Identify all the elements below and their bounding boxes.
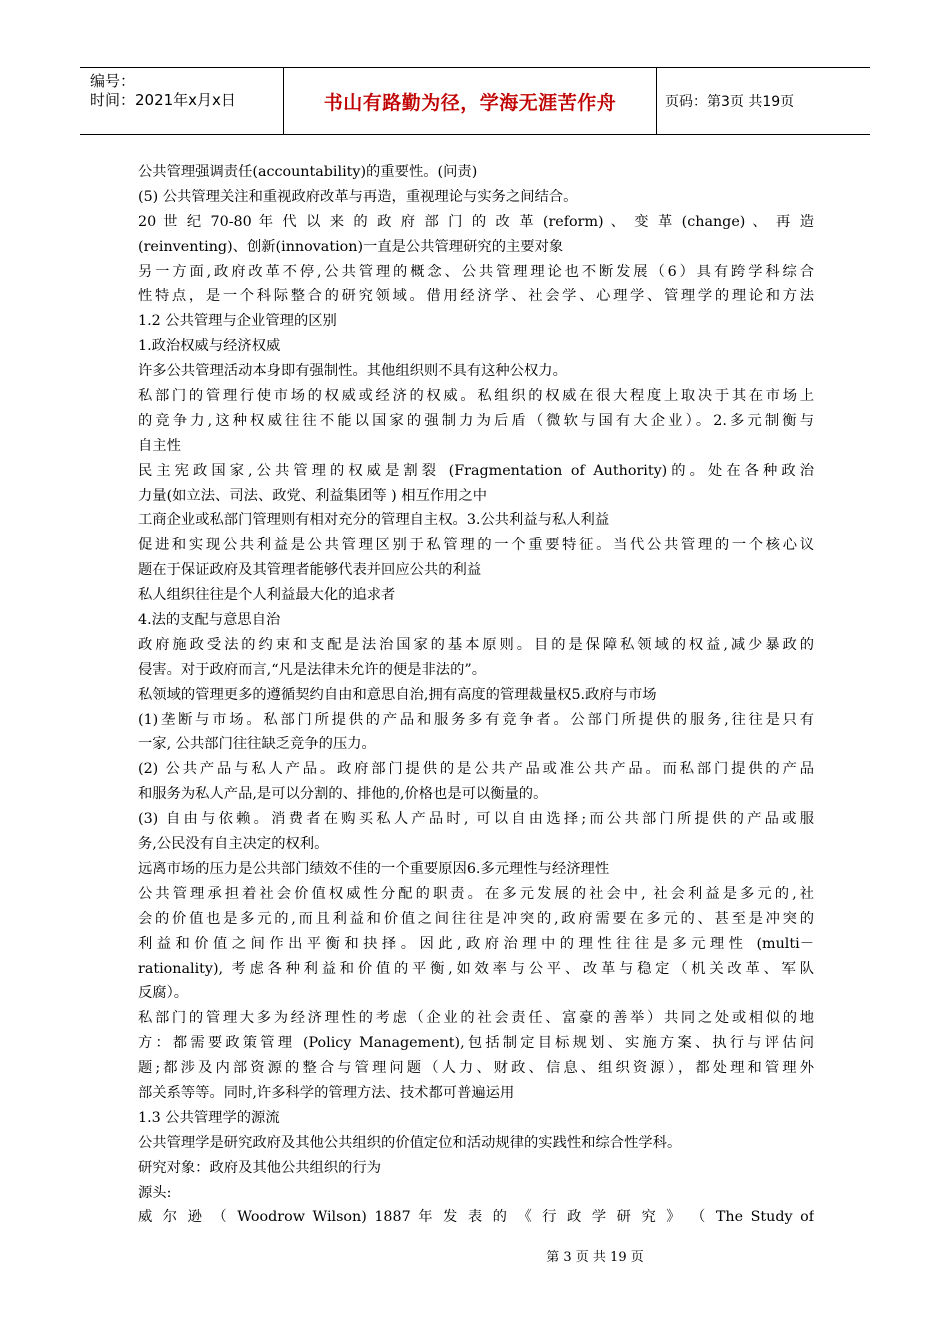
body-line: 远离市场的压力是公共部门绩效不佳的一个重要原因6.多元理性与经济理性 [138,860,610,877]
body-line: 私领域的管理更多的遵循契约自由和意思自治,拥有高度的管理裁量权5.政府与市场 [138,686,657,703]
body-line: 部关系等等。同时,许多科学的管理方法、技术都可普遍运用 [138,1084,515,1101]
body-line: 一家, 公共部门往往缺乏竞争的压力。 [138,736,376,753]
body-line: 侵害。对于政府而言,“凡是法律未允许的便是非法的”。 [138,661,486,678]
body-line: 研究对象：政府及其他公共组织的行为 [138,1159,382,1176]
body-line: 1.政治权威与经济权威 [138,338,281,355]
body-line: 题在于保证政府及其管理者能够代表并回应公共的利益 [138,562,482,579]
body-line: 私部门的管理大多为经济理性的考虑（企业的社会责任、富豪的善举）共同之处或相似的地 [138,1010,814,1027]
body-line: 公共管理承担着社会价值权威性分配的职责。在多元发展的社会中, 社会利益是多元的,社 [138,885,814,902]
body-line: 力量(如立法、司法、政党、利益集团等 ) 相互作用之中 [138,487,488,504]
document-body [138,160,814,1230]
body-line: 民主宪政国家,公共管理的权威是割裂 (Fragmentation of Authority)的。处在各种政治 [138,462,814,479]
body-line: (reinventing)、创新(innovation)一直是公共管理研究的主要对象 [138,238,564,255]
body-line: (5) 公共管理关注和重视政府改革与再造，重视理论与实务之间结合。 [138,188,578,205]
body-line: 1.2 公共管理与企业管理的区别 [138,313,337,330]
body-line: 源头: [138,1184,172,1201]
header-page-info: 页码：第3页 共19页 [665,94,795,110]
body-line: 的竞争力,这种权威往往不能以国家的强制力为后盾（微软与国有大企业）。2.多元制衡与 [138,412,814,429]
body-line: 性特点，是一个科际整合的研究领域。借用经济学、社会学、心理学、管理学的理论和方法 [138,288,814,305]
body-line: 威 尔 逊 （ Woodrow Wilson) 1887 年 发 表 的 《 行 政 学 研 究 》 （ The Study of [138,1209,814,1226]
body-line: 题;都涉及内部资源的整合与管理问题（人力、财政、信息、组织资源），都处理和管理外 [138,1060,814,1077]
body-line: 会的价值也是多元的,而且利益和价值之间往往是冲突的,政府需要在多元的、甚至是冲突的 [138,910,814,927]
body-line: 反腐）。 [138,985,189,1002]
body-line: 4.法的支配与意思自治 [138,612,281,629]
body-line: 1.3 公共管理学的源流 [138,1109,280,1126]
body-line: 另一方面,政府改革不停,公共管理的概念、公共管理理论也不断发展（6）具有跨学科综合 [138,263,814,280]
footer-page-number: 第 3 页 共 19 页 [546,1250,644,1265]
body-line: (1)垄断与市场。私部门所提供的产品和服务多有竞争者。公部门所提供的服务,往往是只有 [138,711,814,728]
body-line: 私人组织往往是个人利益最大化的追求者 [138,587,396,604]
body-line: 促进和实现公共利益是公共管理区别于私管理的一个重要特征。当代公共管理的一个核心议 [138,537,814,554]
body-line: 政府施政受法的约束和支配是法治国家的基本原则。目的是保障私领域的权益,减少暴政的 [138,636,814,653]
body-line: 公共管理强调责任(accountability)的重要性。(问责) [138,164,478,180]
body-line: 20 世 纪 70-80 年 代 以 来 的 政 府 部 门 的 改 革 (reform) 、 变 革 (change) 、 再 造 [138,213,814,230]
body-line: rationality), 考虑各种利益和价值的平衡,如效率与公平、改革与稳定（机关改革、军队 [138,960,814,977]
body-line: 许多公共管理活动本身即有强制性。其他组织则不具有这种公权力。 [138,363,567,380]
document-number-label: 编号： [90,72,136,90]
body-line: 工商企业或私部门管理则有相对充分的管理自主权。3.公共利益与私人利益 [138,512,610,529]
body-line: 方：都需要政策管理 (Policy Management),包括制定目标规划、实施方案、执行与评估问 [138,1035,814,1052]
body-line: 私部门的管理行使市场的权威或经济的权威。私组织的权威在很大程度上取决于其在市场上 [138,388,814,405]
body-line: (2) 公共产品与私人产品。政府部门提供的是公共产品或准公共产品。而私部门提供的产品 [138,761,814,778]
page-footer [0,1246,950,1265]
body-line: 利益和价值之间作出平衡和抉择。因此,政府治理中的理性往往是多元理性 (multi－ [138,935,814,952]
header-meta [80,68,283,134]
body-line: 公共管理学是研究政府及其他公共组织的价值定位和活动规律的实践性和综合性学科。 [138,1134,682,1151]
page-header [80,67,870,135]
header-motto: 书山有路勤为径，学海无涯苦作舟 [283,68,657,134]
body-line: (3) 自由与依赖。消费者在购买私人产品时, 可以自由选择;而公共部门所提供的产品或服 [138,811,814,828]
document-date: 时间：2021年x月x日 [90,91,236,109]
body-line: 和服务为私人产品,是可以分割的、排他的,价格也是可以衡量的。 [138,786,548,803]
body-line: 自主性 [138,437,181,454]
body-line: 务,公民没有自主决定的权利。 [138,836,329,853]
